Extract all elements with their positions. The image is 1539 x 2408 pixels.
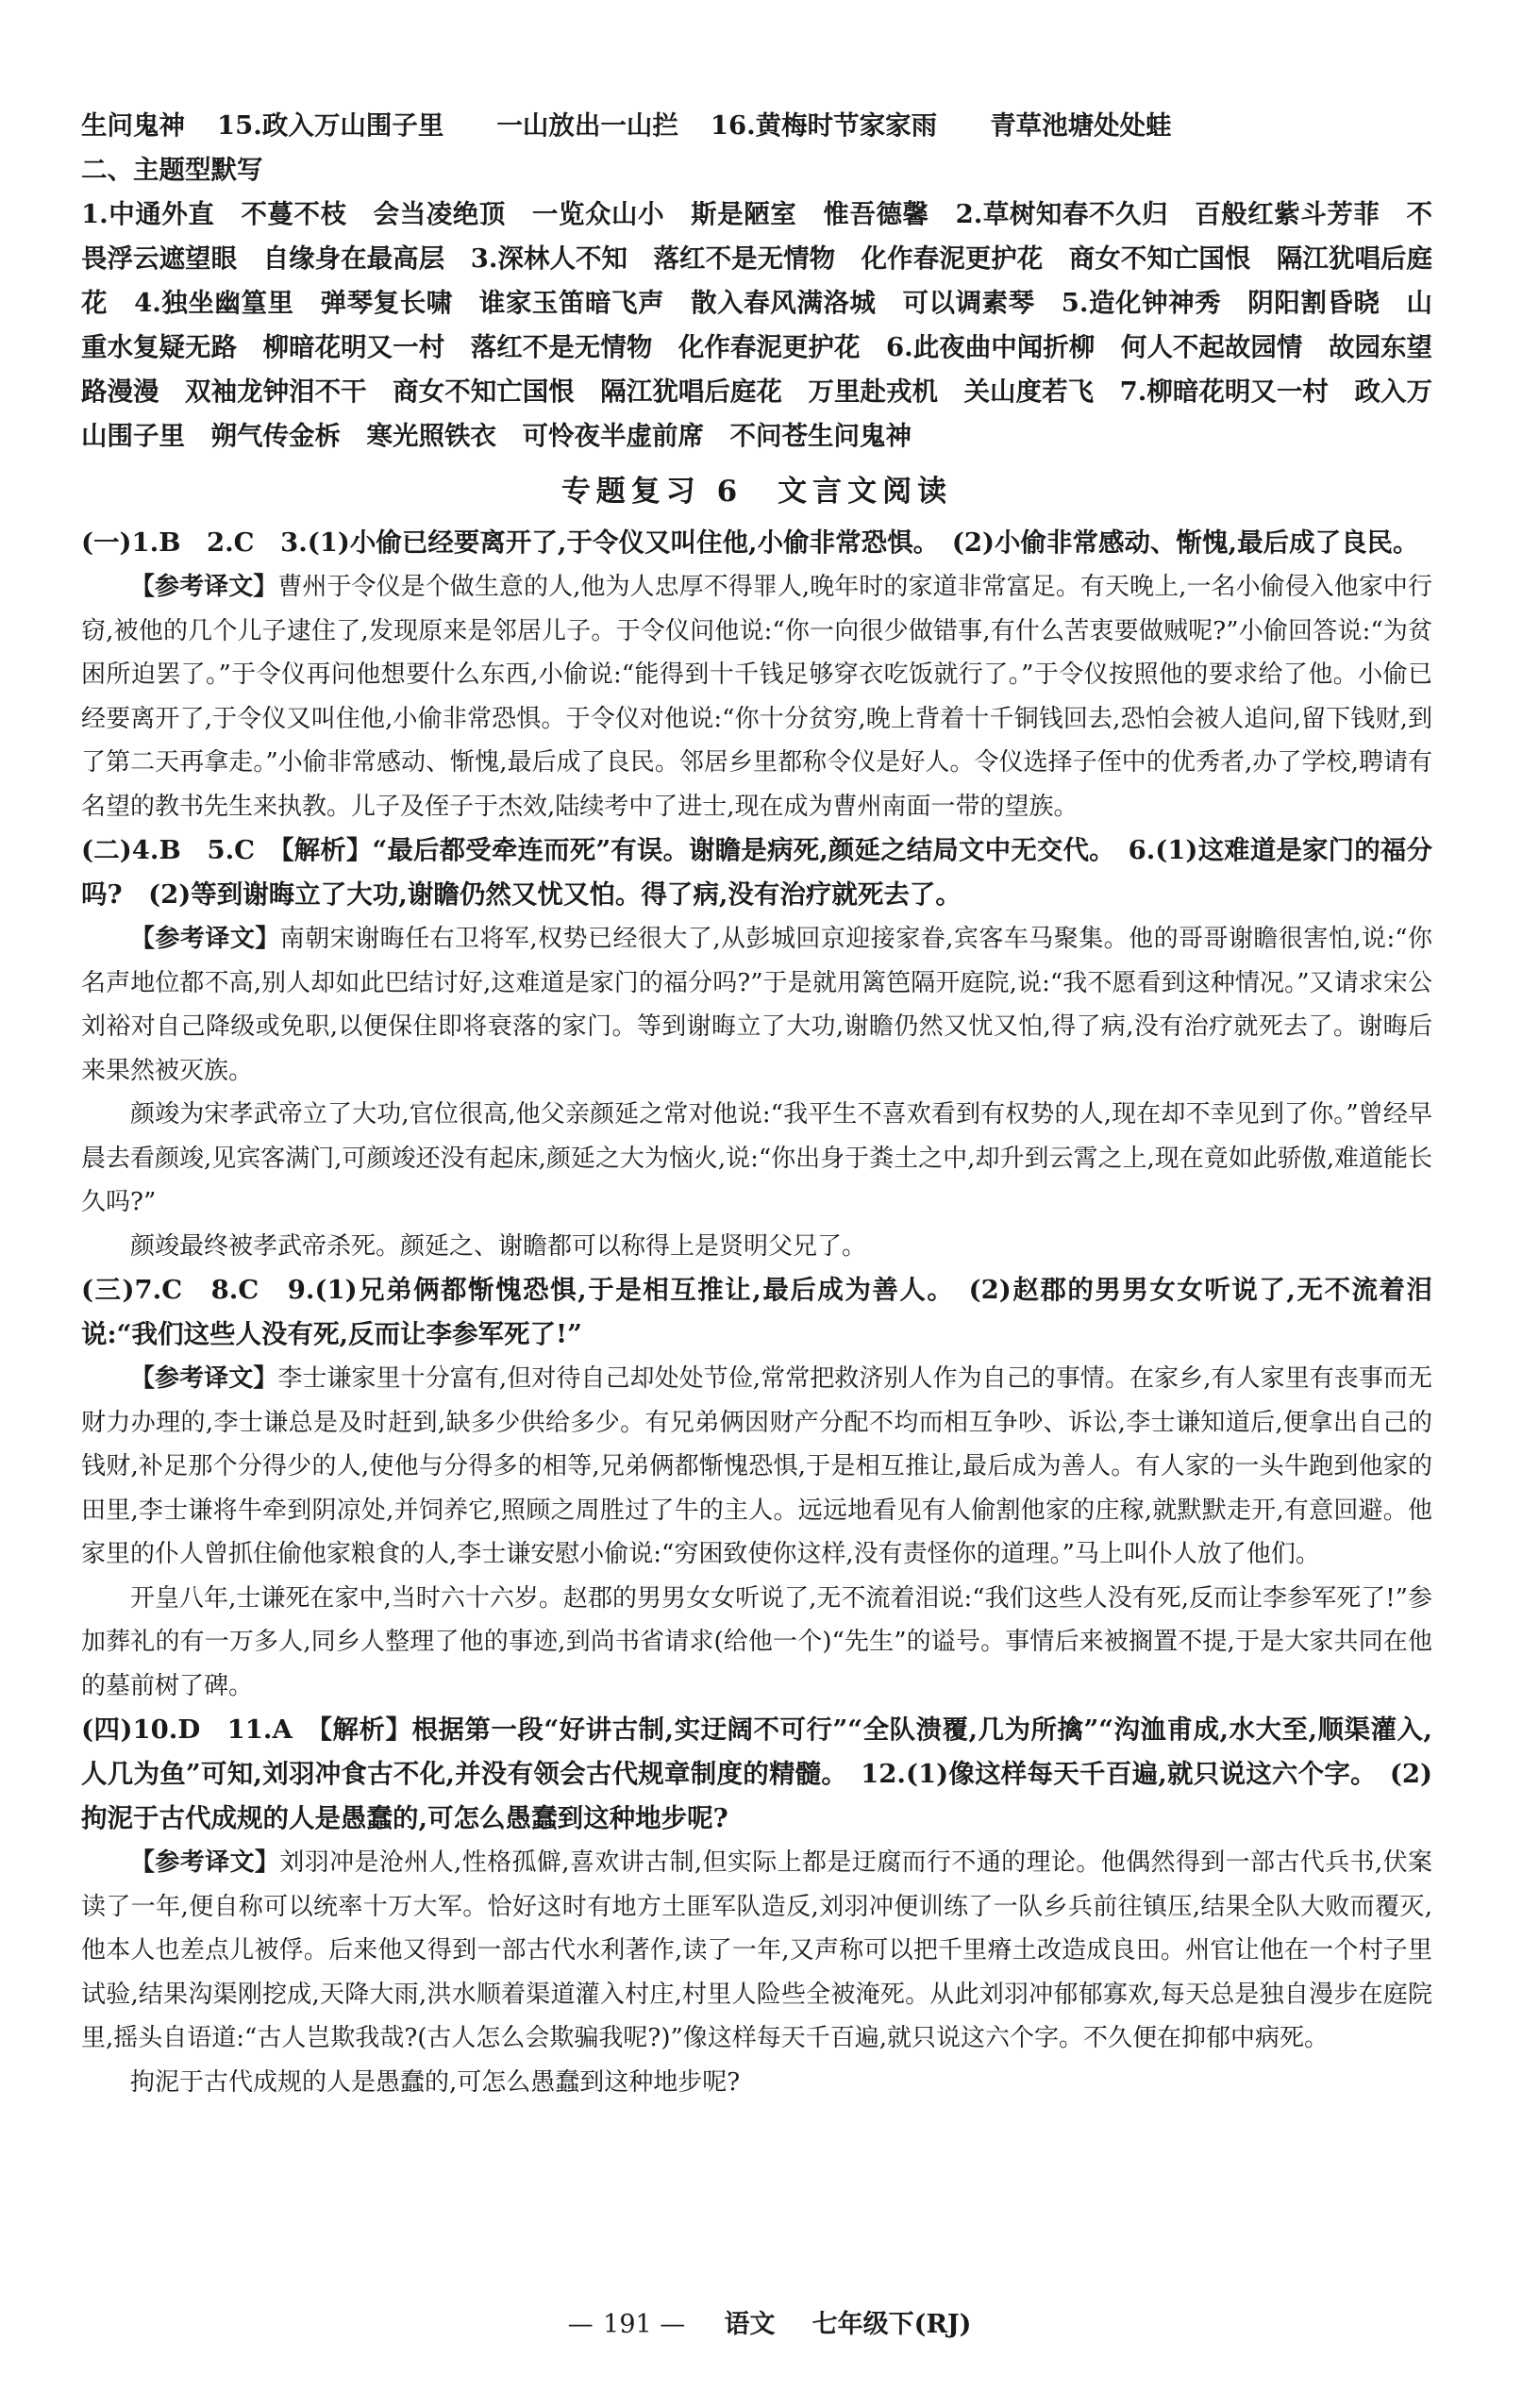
translation-text: 南朝宋谢晦任右卫将军,权势已经很大了,从彭城回京迎接家眷,宾客车马聚集。他的哥哥谢瞻很害怕,说:“你名声地位都不高,别人却如此巴结讨好,这难道是家门的福分吗?”于是就用篱笆隔开庭院,说:“我不愿看到这种情况。”又请求宋公刘裕对自己降级或免职,以便保住即将衰落的家门。等到谢晦立了大功,谢瞻仍然又忧又怕,得了病,没有治疗就死去了。谢晦后来果然被灭族。 [81,925,1432,1085]
answer-text: (四)10.D 11.A [81,1714,320,1745]
analysis-tag: 【解析】 [280,835,373,865]
page-title: 专题复习 6 文言文阅读 [560,475,953,509]
translation-block-4 [81,1841,1432,2061]
section-heading: 二、主题型默写 [81,155,263,185]
footer-grade: 七年级下(RJ) [811,2310,972,2339]
footer-subject: 语文 [724,2310,776,2339]
answer-fragment: 15.政入万山围子里 [217,110,444,141]
answer-text: “最后都受牵连而死”有误。谢瞻是病死,颜延之结局文中无交代。 6.(1)这难道是家门的福分吗? (2)等到谢晦立了大功,谢瞻仍然又忧又怕。得了病,没有治疗就死去了。 [81,835,1432,910]
page-number: 191 [603,2310,652,2339]
translation-block-3 [81,1357,1432,1577]
answer-fragment: 生问鬼神 [81,110,185,141]
analysis-tag: 【解析】 [319,1714,412,1745]
translation-text: 刘羽冲是沧州人,性格孤僻,喜欢讲古制,但实际上都是迂腐而行不通的理论。他偶然得到一部古代兵书,伏案读了一年,便自称可以统率十万大军。恰好这时有地方土匪军队造反,刘羽冲便训练了一队乡兵前往镇压,结果全队大败而覆灭,他本人也差点儿被俘。后来他又得到一部古代水利著作,读了一年,又声称可以把千里瘠土改造成良田。州官让他在一个村子里试验,结果沟渠刚挖成,天降大雨,洪水顺着渠道灌入村庄,村里人险些全被淹死。从此刘羽冲郁郁寡欢,每天总是独自漫步在庭院里,摇头自语道:“古人岂欺我哉?(古人怎么会欺骗我呢?)”像这样每天千百遍,就只说这六个字。不久便在抑郁中病死。 [81,1848,1432,2052]
page-footer [0,2306,1539,2344]
translation-tag: 【参考译文】 [130,1364,278,1393]
translation-text: 曹州于令仪是个做生意的人,他为人忠厚不得罪人,晚年时的家道非常富足。有天晚上,一名小偷侵入他家中行窃,被他的几个儿子逮住了,发现原来是邻居儿子。于令仪问他说:“你一向很少做错事,有什么苦衷要做贼呢?”小偷回答说:“为贫困所迫罢了。”于令仪再问他想要什么东西,小偷说:“能得到十千钱足够穿衣吃饭就行了。”于令仪按照他的要求给了他。小偷已经要离开了,于令仪又叫住他,小偷非常恐惧。于令仪对他说:“你十分贫穷,晚上背着十千铜钱回去,恐怕会被人追问,留下钱财,到了第二天再拿走。”小偷非常感动、惭愧,最后成了良民。邻居乡里都称令仪是好人。令仪选择子侄中的优秀者,办了学校,聘请有名望的教书先生来执教。儿子及侄子于杰效,陆续考中了进士,现在成为曹州南面一带的望族。 [81,573,1432,821]
answer-fragment: 16.黄梅时节家家雨 [710,110,938,141]
translation-paragraph: 开皇八年,士谦死在家中,当时六十六岁。赵郡的男男女女听说了,无不流着泪说:“我们这些人没有死,反而让李参军死了!”参加葬礼的有一万多人,同乡人整理了他的事迹,到尚书省请求(给他一个)“先生”的谥号。事情后来被搁置不提,于是大家共同在他的墓前树了碑。 [81,1583,1432,1700]
translation-tag: 【参考译文】 [130,573,278,601]
translation-paragraph: 颜竣为宋孝武帝立了大功,官位很高,他父亲颜延之常对他说:“我平生不喜欢看到有权势的人,现在却不幸见到了你。”曾经早晨去看颜竣,见宾客满门,可颜竣还没有起床,颜延之大为恼火,说:“你出身于粪土之中,却升到云霄之上,现在竟如此骄傲,难道能长久吗?” [81,1100,1432,1216]
footer-dash: — [660,2310,688,2339]
answer-text: 根据第一段“好讲古制,实迂阔不可行”“全队溃覆,几为所擒”“沟洫甫成,水大至,顺渠灌入,人几为鱼”可知,刘羽冲食古不化,并没有领会古代规章制度的精髓。 12.(1)像这样每天千百遍,就只说这六个字。 (2)拘泥于古代成规的人是愚蠢的,可怎么愚蠢到这种地步呢? [81,1714,1432,1833]
answer-text: (二)4.B 5.C [81,835,281,865]
translation-tag: 【参考译文】 [130,925,280,953]
answer-fragment: 青草池塘处处蛙 [990,110,1172,141]
answer-block-1: (一)1.B 2.C 3.(1)小偷已经要离开了,于令仪又叫住他,小偷非常恐惧。 (2)小偷非常感动、惭愧,最后成了良民。 [81,527,1419,558]
translation-tag: 【参考译文】 [130,1848,280,1877]
answer-block-2 [81,828,1432,917]
answer-block-3: (三)7.C 8.C 9.(1)兄弟俩都惭愧恐惧,于是相互推让,最后成为善人。 (2)赵郡的男男女女听说了,无不流着泪说:“我们这些人没有死,反而让李参军死了!” [81,1275,1432,1349]
page-content [81,104,1432,2104]
translation-text: 李士谦家里十分富有,但对待自己却处处节俭,常常把救济别人作为自己的事情。在家乡,有人家里有丧事而无财力办理的,李士谦总是及时赶到,缺多少供给多少。有兄弟俩因财产分配不均而相互争吵、诉讼,李士谦知道后,便拿出自己的钱财,补足那个分得少的人,使他与分得多的相等,兄弟俩都惭愧恐惧,于是相互推让,最后成为善人。有人家的一头牛跑到他家的田里,李士谦将牛牵到阴凉处,并饲养它,照顾之周胜过了牛的主人。远远地看见有人偷割他家的庄稼,就默默走开,有意回避。他家里的仆人曾抓住偷他家粮食的人,李士谦安慰小偷说:“穷困致使你这样,没有责怪你的道理。”马上叫仆人放了他们。 [81,1364,1432,1568]
top-answer-line [81,104,1432,148]
translation-block-1 [81,565,1432,828]
translation-paragraph: 颜竣最终被孝武帝杀死。颜延之、谢瞻都可以称得上是贤明父兄了。 [130,1231,867,1261]
answer-block-4 [81,1708,1432,1841]
footer-dash: — [567,2310,595,2339]
translation-block-2 [81,917,1432,1093]
translation-paragraph: 拘泥于古代成规的人是愚蠢的,可怎么愚蠢到这种地步呢? [130,2067,741,2097]
answer-fragment: 一山放出一山拦 [496,110,678,141]
section-answers: 1.中通外直 不蔓不枝 会当凌绝顶 一览众山小 斯是陋室 惟吾德馨 2.草树知春不久归 百般红紫斗芳菲 不畏浮云遮望眼 自缘身在最高层 3.深林人不知 落红不是无情物 化作春泥更护花 商女不知亡国恨 隔江犹唱后庭花 4.独坐幽篁里 弹琴复长啸 谁家玉笛暗飞声 散入春风满洛城 可以调素琴 5.造化钟神秀 阴阳割昏晓 山重水复疑无路 柳暗花明又一村 落红不是无情物 化作春泥更护花 6.此夜曲中闻折柳 何人不起故园情 故园东望路漫漫 双袖龙钟泪不干 商女不知亡国恨 隔江犹唱后庭花 万里赴戎机 关山度若飞 7.柳暗花明又一村 政入万山围子里 朔气传金柝 寒光照铁衣 可怜夜半虚前席 不问苍生问鬼神 [81,199,1432,451]
